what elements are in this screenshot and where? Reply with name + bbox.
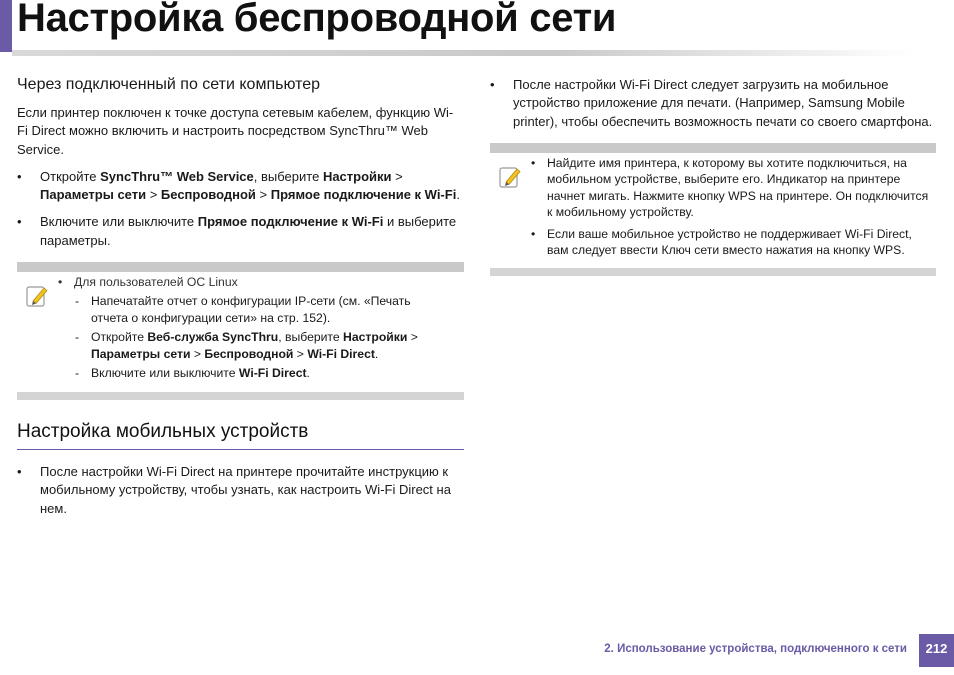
bullet-glyph: • [58, 275, 63, 290]
mobile-steps-list [17, 463, 464, 518]
menu-path-network: Параметры сети [91, 346, 191, 361]
dash-glyph: - [75, 294, 80, 309]
path-separator: > [407, 330, 418, 345]
text-run: , выберите [278, 330, 344, 345]
text-run: Если ваше мобильное устройство не поддерживает Wi-Fi Direct, вам следует ввести Ключ сети вместо нажатия на кнопку WPS. [547, 226, 912, 258]
header-accent-bar [0, 0, 12, 52]
list-item [17, 213, 464, 250]
bullet-glyph: • [531, 226, 536, 241]
pencil-note-icon [498, 165, 522, 189]
linux-note-box [17, 262, 464, 400]
text-run: Откройте [40, 168, 101, 184]
section-heading-mobile: Настройка мобильных устройств [17, 421, 464, 450]
list-item [17, 463, 464, 518]
steps-list [17, 168, 464, 250]
menu-path-network: Параметры сети [40, 187, 147, 203]
note-list-item [58, 274, 444, 291]
list-item [490, 76, 936, 131]
list-item [17, 168, 464, 205]
menu-path-wireless: Беспроводной [160, 187, 256, 203]
page-title: Настройка беспроводной сети [17, 0, 617, 40]
mobile-app-list [490, 76, 936, 131]
intro-paragraph: Если принтер поключен к точке доступа сетевым кабелем, функцию Wi-Fi Direct можно включить и настроить посредством SyncThru™ Web Service. [17, 105, 454, 157]
path-separator: > [293, 346, 308, 361]
text-run: После настройки Wi-Fi Direct на принтере прочитайте инструкцию к мобильному устройству, чтобы узнать, как настроить Wi-Fi Direct на нем. [40, 464, 451, 516]
text-run: Откройте [91, 330, 148, 345]
title-underline [12, 50, 914, 56]
bullet-glyph: • [490, 77, 495, 92]
setting-name: Прямое подключение к Wi-Fi [197, 214, 384, 230]
path-separator: > [255, 187, 271, 203]
wps-note-box [490, 143, 936, 276]
dash-glyph: - [75, 330, 80, 345]
text-run: Включите или выключите [91, 366, 239, 381]
bullet-glyph: • [17, 214, 22, 230]
bullet-glyph: • [17, 464, 22, 480]
note-list-item [75, 329, 449, 362]
path-separator: > [190, 346, 205, 361]
pencil-note-icon [25, 284, 49, 308]
menu-path-wireless: Беспроводной [204, 346, 294, 361]
path-separator: > [146, 187, 161, 203]
text-run: . [456, 187, 460, 203]
dash-glyph: - [75, 366, 80, 381]
bullet-glyph: • [531, 155, 536, 170]
menu-path-wifi-direct: Прямое подключение к Wi-Fi [270, 187, 457, 203]
path-separator: > [391, 168, 403, 184]
text-run: . [306, 366, 310, 381]
note-list-item [75, 293, 449, 326]
note-header: Для пользователей ОС Linux [74, 275, 238, 290]
page-number: 212 [919, 634, 954, 667]
note-list-item [531, 226, 935, 259]
right-column [490, 76, 936, 276]
text-run: Напечатайте отчет о конфигурации IP-сети (см. «Печать отчета о конфигурации сети» на стр. 152). [91, 294, 411, 325]
menu-path-web-service: Веб-служба SyncThru [147, 330, 279, 345]
text-run: Включите или выключите [40, 214, 198, 230]
bullet-glyph: • [17, 168, 22, 184]
note-list-item [531, 155, 935, 221]
note-list-item [75, 365, 449, 382]
left-column [17, 76, 464, 527]
text-run: , выберите [253, 168, 323, 184]
menu-path-syncthru: SyncThru™ Web Service [100, 168, 254, 184]
text-run: . [374, 346, 379, 361]
menu-path-settings: Настройки [343, 330, 408, 345]
subheading-network-computer: Через подключенный по сети компьютер [17, 76, 321, 93]
text-run: Найдите имя принтера, к которому вы хотите подключиться, на мобильном устройстве, выберите его. Индикатор на принтере начнет мигать. Нажмите кнопку WPS на принтере. Он подключится к мобильному устройству. [547, 155, 929, 220]
text-run: После настройки Wi-Fi Direct следует загрузить на мобильное устройство приложение для печати. (Например, Samsung Mobile printer), чтобы обеспечить возможность печати со своего смартфона. [513, 77, 933, 129]
text-run: и выберите параметры. [40, 214, 457, 248]
menu-path-settings: Настройки [322, 168, 392, 184]
setting-name: Wi-Fi Direct [238, 366, 307, 381]
footer-chapter-title: 2. Использование устройства, подключенного к сети [604, 643, 907, 655]
menu-path-wifi-direct: Wi-Fi Direct [307, 346, 375, 361]
